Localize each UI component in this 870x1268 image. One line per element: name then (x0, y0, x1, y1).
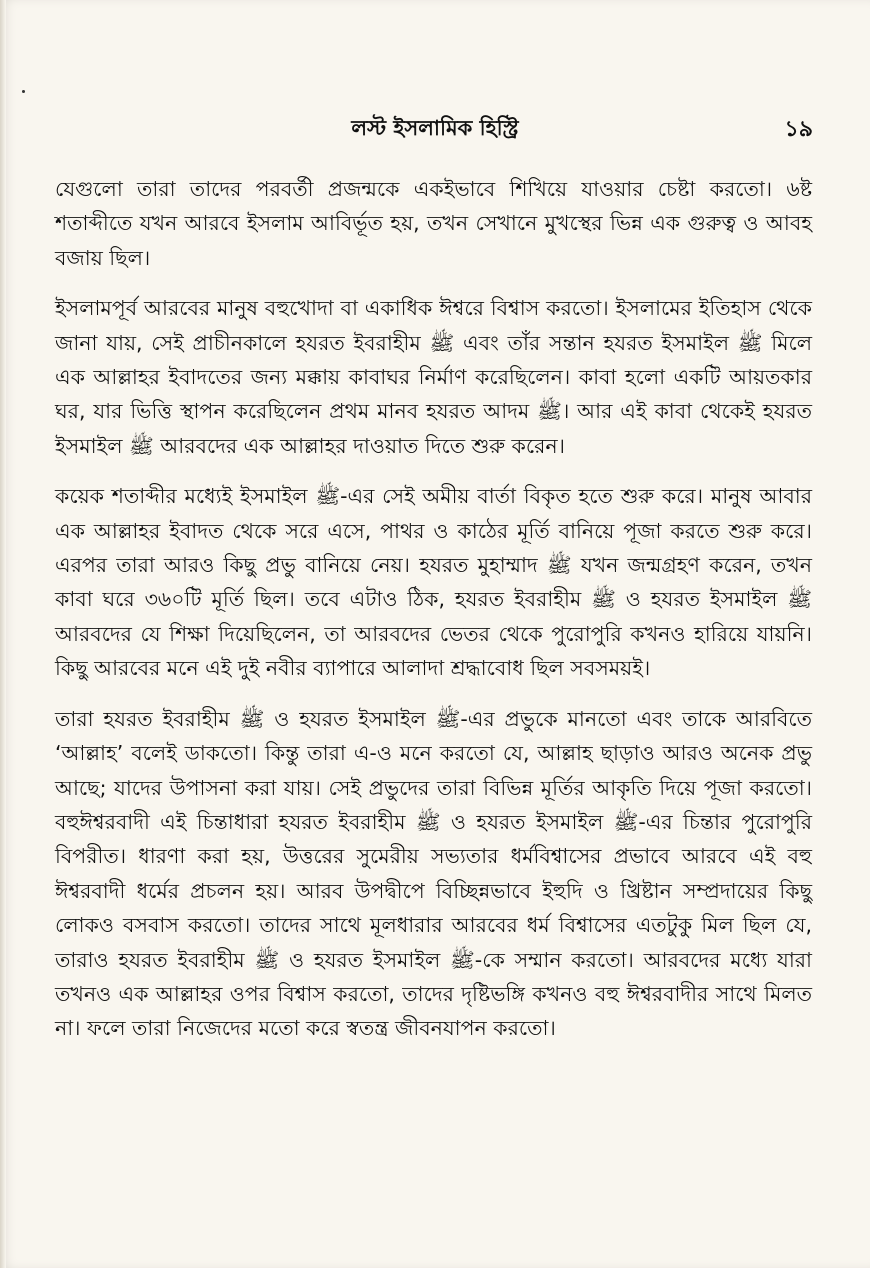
page-number: ১৯ (784, 117, 813, 142)
paragraph-2: ইসলামপূর্ব আরবের মানুষ বহুখোদা বা একাধিক ঈশ্বরে বিশ্বাস করতো। ইসলামের ইতিহাস থেকে জানা যায়, সেই প্রাচীনকালে হযরত ইবরাহীম ﷺ এবং তাঁর সন্তান হযরত ইসমাইল ﷺ মিলে এক আল্লাহর ইবাদতের জন্য মক্কায় কাবাঘর নির্মাণ করেছিলেন। কাবা হলো একটি আয়তকার ঘর, যার ভিত্তি স্থাপন করেছিলেন প্রথম মানব হযরত আদম ﷺ। আর এই কাবা থেকেই হযরত ইসমাইল ﷺ আরবদের এক আল্লাহর দাওয়াত দিতে শুরু করেন। (55, 296, 812, 458)
running-header (55, 112, 815, 142)
paragraph-3: কয়েক শতাব্দীর মধ্যেই ইসমাইল ﷺ-এর সেই অমীয় বার্তা বিকৃত হতে শুরু করে। মানুষ আবার এক আল্লাহর ইবাদত থেকে সরে এসে, পাথর ও কাঠের মূর্তি বানিয়ে পূজা করতে শুরু করে। এরপর তারা আরও কিছু প্রভু বানিয়ে নেয়। হযরত মুহাম্মাদ ﷺ যখন জন্মগ্রহণ করেন, তখন কাবা ঘরে ৩৬০টি মূর্তি ছিল। তবে এটাও ঠিক, হযরত ইবরাহীম ﷺ ও হযরত ইসমাইল ﷺ আরবদের যে শিক্ষা দিয়েছিলেন, তা আরবদের ভেতর থেকে পুরোপুরি কখনও হারিয়ে যায়নি। কিছু আরবের মনে এই দুই নবীর ব্যাপারে আলাদা শ্রদ্ধাবোধ ছিল সবসময়ই। (55, 484, 813, 681)
body-text (55, 172, 812, 1062)
paragraph-1: যেগুলো তারা তাদের পরবর্তী প্রজন্মকে একইভাবে শিখিয়ে যাওয়ার চেষ্টা করতো। ৬ষ্ট শতাব্দীতে যখন আরবে ইসলাম আবির্ভূত হয়, তখন সেখানে মুখস্থের ভিন্ন এক গুরুত্ব ও আবহ বজায় ছিল। (55, 177, 812, 270)
paragraph-4: তারা হযরত ইবরাহীম ﷺ ও হযরত ইসমাইল ﷺ-এর প্রভুকে মানতো এবং তাকে আরবিতে ‘আল্লাহ’ বলেই ডাকতো। কিন্তু তারা এ-ও মনে করতো যে, আল্লাহ ছাড়াও আরও অনেক প্রভু আছে; যাদের উপাসনা করা যায়। সেই প্রভুদের তারা বিভিন্ন মূর্তির আকৃতি দিয়ে পূজা করতো। বহুঈশ্বরবাদী এই চিন্তাধারা হযরত ইবরাহীম ﷺ ও হযরত ইসমাইল ﷺ-এর চিন্তার পুরোপুরি বিপরীত। ধারণা করা হয়, উত্তরের সুমেরীয় সভ্যতার ধর্মবিশ্বাসের প্রভাবে আরবে এই বহু ঈশ্বরবাদী ধর্মের প্রচলন হয়। আরব উপদ্বীপে বিচ্ছিন্নভাবে ইহুদি ও খ্রিষ্টান সম্প্রদায়ের কিছু লোকও বসবাস করতো। তাদের সাথে মূলধারার আরবের ধর্ম বিশ্বাসের এতটুকু মিল ছিল যে, তারাও হযরত ইবরাহীম ﷺ ও হযরত ইসমাইল ﷺ-কে সম্মান করতো। আরবদের মধ্যে যারা তখনও এক আল্লাহর ওপর বিশ্বাস করতো, তাদের দৃষ্টিভঙ্গি কখনও বহু ঈশ্বরবাদীর সাথে মিলত না। ফলে তারা নিজেদের মতো করে স্বতন্ত্র জীবনযাপন করতো। (55, 706, 813, 1041)
print-speck (22, 90, 25, 93)
page-edge-shadow (0, 0, 6, 1268)
running-header-title: লস্ট ইসলামিক হিস্ট্রি (351, 116, 519, 140)
